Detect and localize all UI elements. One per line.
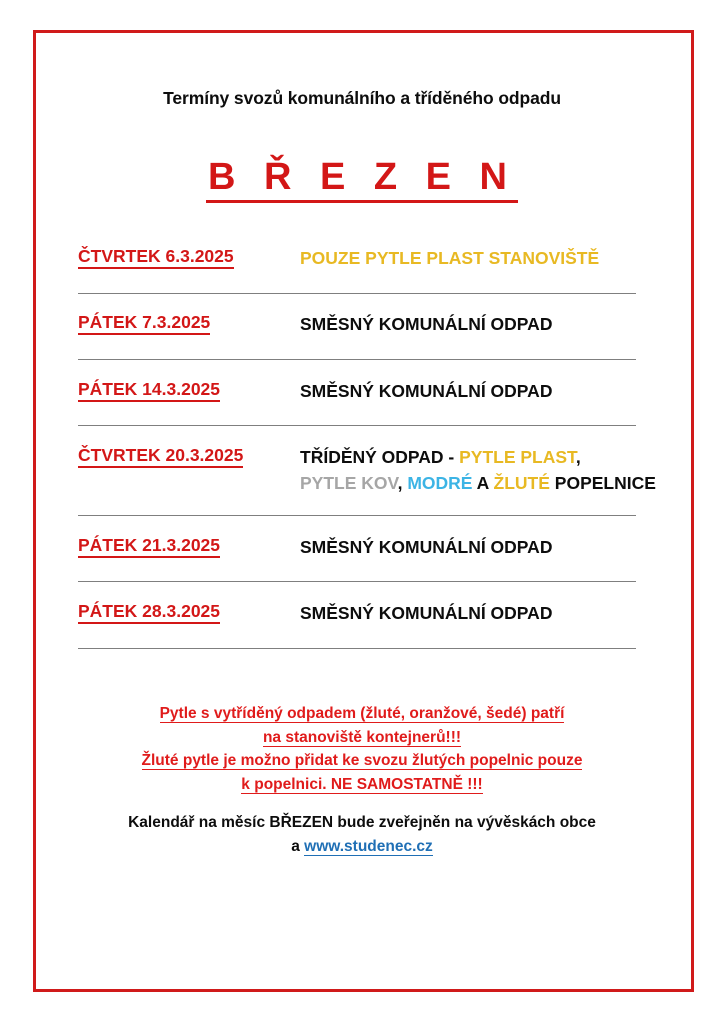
footer-link-prefix: a <box>291 838 305 856</box>
collection-description <box>300 246 636 271</box>
footer-notice-line <box>0 726 724 750</box>
schedule-row <box>78 294 636 358</box>
month-heading-wrap <box>0 158 724 203</box>
collection-date <box>78 379 300 401</box>
desc-segment-black: A <box>472 472 494 493</box>
schedule-row <box>78 516 636 581</box>
collection-date-text: PÁTEK 14.3.2025 <box>78 379 220 402</box>
desc-segment-black: TŘÍDĚNÝ ODPAD - <box>300 447 460 468</box>
desc-segment-black: , <box>397 472 408 493</box>
desc-segment-gray: PYTLE KOV <box>300 472 398 493</box>
desc-segment-black: POPELNICE <box>549 472 656 493</box>
collection-date-text: PÁTEK 7.3.2025 <box>78 312 210 335</box>
desc-segment-black: , <box>575 447 581 468</box>
desc-segment-blue: MODRÉ <box>407 472 473 493</box>
schedule-row-inner <box>78 445 656 496</box>
schedule-row-inner <box>78 246 636 271</box>
collection-date-text: PÁTEK 28.3.2025 <box>78 601 220 624</box>
collection-date <box>78 445 300 467</box>
collection-description <box>300 312 636 337</box>
collection-date <box>78 246 300 268</box>
studenec-website-link[interactable]: www.studenec.cz <box>304 838 433 856</box>
collection-description <box>300 601 636 626</box>
footer-notice-line <box>0 773 724 797</box>
collection-date <box>78 601 300 623</box>
desc-segment-gold: POUZE PYTLE PLAST STANOVIŠTĚ <box>300 248 600 268</box>
collection-date-text: ČTVRTEK 6.3.2025 <box>78 246 234 269</box>
footer-notice <box>0 702 724 796</box>
collection-date-text: PÁTEK 21.3.2025 <box>78 535 220 558</box>
footer-notice-text: Žluté pytle je možno přidat ke svozu žlutých popelnic pouze <box>141 752 583 770</box>
footer-link-line <box>0 835 724 859</box>
collection-description <box>300 379 636 404</box>
footer-notice-text: na stanoviště kontejnerů!!! <box>262 728 462 746</box>
schedule-row <box>78 246 636 293</box>
page-title: Termíny svozů komunálního a tříděného odpadu <box>163 88 561 108</box>
footer-notice-text: k popelnici. NE SAMOSTATNĚ !!! <box>241 775 483 793</box>
footer-notice-text: Pytle s vytříděný odpadem (žluté, oranžové, šedé) patří <box>159 705 565 722</box>
schedule-row <box>78 360 636 425</box>
schedule-row-inner <box>78 601 636 626</box>
desc-segment-gold: PYTLE PLAST <box>459 447 576 468</box>
schedule-row-inner <box>78 312 636 337</box>
schedule-row-inner <box>78 379 636 404</box>
row-separator <box>78 648 636 649</box>
desc-segment-black: SMĚSNÝ KOMUNÁLNÍ ODPAD <box>300 380 553 401</box>
collection-date <box>78 312 300 334</box>
collection-description <box>300 445 693 496</box>
collection-description <box>300 535 636 560</box>
desc-segment-black: SMĚSNÝ KOMUNÁLNÍ ODPAD <box>300 314 553 335</box>
poster-footer <box>0 702 724 859</box>
schedule-row <box>78 582 636 647</box>
schedule-row <box>78 426 656 515</box>
schedule-row-inner <box>78 535 636 560</box>
footer-calendar-block <box>0 811 724 859</box>
collection-description-line2 <box>300 471 693 496</box>
desc-segment-gold: ŽLUTÉ <box>493 472 550 493</box>
collection-date-text: ČTVRTEK 20.3.2025 <box>78 445 243 468</box>
footer-notice-line <box>0 749 724 773</box>
month-heading: B Ř E Z E N <box>206 158 518 203</box>
collection-date <box>78 535 300 557</box>
footer-calendar-line: Kalendář na měsíc BŘEZEN bude zveřejněn na vývěskách obce <box>128 814 596 832</box>
desc-segment-black: SMĚSNÝ KOMUNÁLNÍ ODPAD <box>300 603 553 624</box>
collection-schedule <box>78 246 656 649</box>
footer-notice-line <box>0 702 724 726</box>
desc-segment-black: SMĚSNÝ KOMUNÁLNÍ ODPAD <box>300 536 553 557</box>
